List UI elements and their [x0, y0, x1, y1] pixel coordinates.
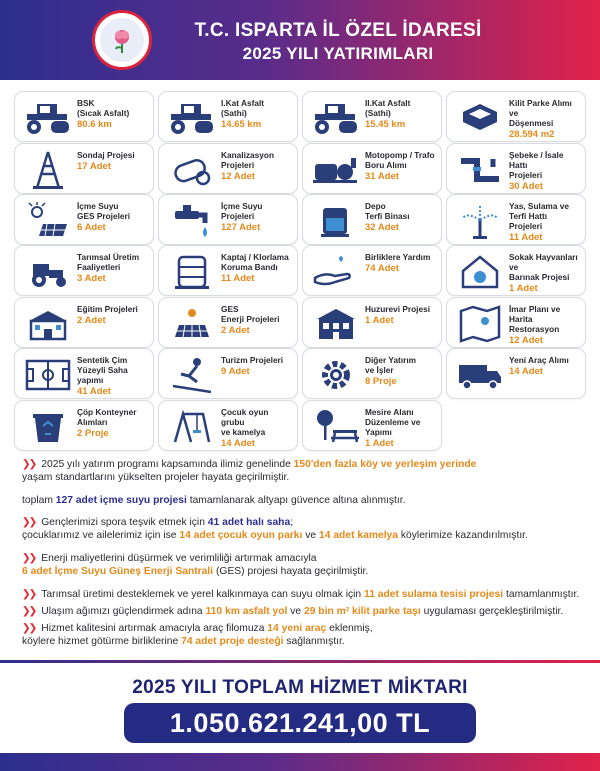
rose-icon [107, 25, 137, 55]
chlorine-tank-icon [165, 251, 219, 292]
football-field-icon [21, 354, 75, 395]
card-label: Yüzeyli Saha yapımı [77, 365, 128, 385]
card-label: Birliklere Yardım [365, 252, 431, 262]
card-label: (Sathi) [221, 108, 247, 118]
card-label: Koruma Bandı [221, 262, 278, 272]
card-label: Yeni Araç Alımı [509, 355, 569, 365]
card-label: Sentetik Çim [77, 355, 128, 365]
card-label: Harita Restorasyon [509, 314, 560, 334]
card-label: Şebeke / İsale Hattı [509, 150, 564, 170]
investment-card [446, 91, 586, 142]
card-label: GES [221, 304, 239, 314]
divider [0, 660, 600, 663]
paragraph-villages: ❯❯ 2025 yılı yatırım programı kapsamında ilimiz genelinde 150'den fazla köy ve yerleşim yerinde yaşam standartlarını yükselten projeler hayata geçirilmiştir. [22, 459, 477, 483]
paragraph-energy: ❯❯ Enerji maliyetlerini düşürmek ve verimliliği artırmak amacıyla 6 adet İçme Suyu Güneş Enerji Santrali (GES) projesi hayata geçirilmiştir. [22, 553, 369, 577]
motor-pump-icon [309, 149, 363, 190]
card-label: Boru Alımı [365, 160, 407, 170]
card-value: 12 Adet [221, 171, 255, 182]
card-label: Düzenleme ve [365, 417, 421, 427]
investment-card [14, 91, 154, 142]
card-label: II.Kat Asfalt [365, 98, 411, 108]
card-label: Tarımsal Üretim [77, 252, 140, 262]
card-value: 8 Proje [365, 376, 397, 387]
card-label: Diğer Yatırım [365, 355, 417, 365]
card-value: 30 Adet [509, 181, 543, 192]
card-value: 1 Adet [365, 315, 394, 326]
school-icon [21, 303, 75, 344]
card-value: 80.6 km [77, 119, 112, 130]
solar-panel-icon [21, 200, 75, 241]
investment-card [14, 194, 154, 245]
card-value: 17 Adet [77, 161, 111, 172]
card-value: 74 Adet [365, 263, 399, 274]
page-title: T.C. ISPARTA İL ÖZEL İDARESİ [194, 20, 482, 41]
investment-card [446, 245, 586, 296]
card-label: Kanalizasyon [221, 150, 275, 160]
truck-icon [453, 354, 507, 395]
card-value: 31 Adet [365, 171, 399, 182]
card-label: ve kamelya [221, 427, 266, 437]
card-label: Projeleri [221, 211, 255, 221]
card-value: 2 Adet [221, 325, 250, 336]
investment-card [158, 143, 298, 194]
card-label: Turizm Projeleri [221, 355, 284, 365]
picnic-area-icon [309, 406, 363, 447]
investment-card [302, 245, 442, 296]
investment-card [446, 194, 586, 245]
card-label: Yapımı [365, 427, 392, 437]
investment-card [14, 297, 154, 348]
tractor-icon [21, 251, 75, 292]
card-value: 41 Adet [77, 386, 111, 397]
card-label: Yas, Sulama ve [509, 201, 569, 211]
water-tap-icon [165, 200, 219, 241]
investment-card [446, 297, 586, 348]
investment-card [302, 297, 442, 348]
investment-card [14, 400, 154, 451]
card-label: Alımları [77, 417, 108, 427]
card-label: Faaliyetleri [77, 262, 121, 272]
card-value: 15.45 km [365, 119, 406, 130]
investment-card [14, 348, 154, 399]
nursing-home-icon [309, 303, 363, 344]
road-roller-icon [165, 97, 219, 138]
investment-card [302, 400, 442, 451]
card-value: 12 Adet [509, 335, 543, 346]
card-value: 3 Adet [77, 273, 106, 284]
card-value: 2 Adet [77, 315, 106, 326]
card-value: 14.65 km [221, 119, 262, 130]
skier-icon [165, 354, 219, 395]
card-label: Kilit Parke Alımı ve [509, 98, 572, 118]
card-label: BSK [77, 98, 95, 108]
paragraph-vehicles: ❯❯ Hizmet kalitesini artırmak amacıyla araç filomuza 14 yeni araç eklenmiş, köylere hizmet götürme birliklerine 74 adet proje desteği sağlanmıştır. [22, 623, 373, 647]
card-label: İçme Suyu [221, 201, 263, 211]
card-label: İçme Suyu [77, 201, 119, 211]
card-label: Huzurevi Projesi [365, 304, 431, 314]
card-label: Projeleri [221, 160, 255, 170]
total-title: 2025 YILI TOPLAM HİZMET MİKTARI [132, 677, 468, 698]
water-tank-icon [309, 200, 363, 241]
investment-card [158, 194, 298, 245]
card-label: GES Projeleri [77, 211, 131, 221]
card-label: (Sıcak Asfalt) [77, 108, 130, 118]
card-label: Çöp Konteyner [77, 407, 137, 417]
helping-hand-icon [309, 251, 363, 292]
investment-card [14, 143, 154, 194]
investment-card [302, 348, 442, 399]
card-value: 11 Adet [509, 232, 543, 243]
header-banner [0, 0, 600, 80]
drilling-rig-icon [21, 149, 75, 190]
card-value: 14 Adet [509, 366, 543, 377]
card-label: Projeleri [509, 170, 543, 180]
investment-card [158, 91, 298, 142]
card-value: 1 Adet [365, 438, 394, 449]
gear-icon [309, 354, 363, 395]
card-value: 6 Adet [77, 222, 106, 233]
recycle-bin-icon [21, 406, 75, 447]
card-value: 1 Adet [509, 283, 538, 294]
card-label: Motopomp / Trafo [365, 150, 435, 160]
road-roller-icon [309, 97, 363, 138]
card-label: Terfi Hattı Projeleri [509, 211, 548, 231]
card-value: 11 Adet [221, 273, 255, 284]
playground-icon [165, 406, 219, 447]
card-label: Döşenmesi [509, 118, 554, 128]
paragraph-sports: ❯❯ Gençlerimizi spora teşvik etmek için 41 adet halı saha; çocuklarımız ve ailelerimiz için ise 14 adet çocuk oyun parkı ve 14 adet kamelya köylerimize kazandırılmıştır. [22, 517, 528, 541]
sewer-pipe-icon [165, 149, 219, 190]
investment-card [446, 143, 586, 194]
card-value: 32 Adet [365, 222, 399, 233]
card-label: Terfi Binası [365, 211, 410, 221]
card-value: 2 Proje [77, 428, 109, 439]
investment-card [158, 400, 298, 451]
card-label: Çocuk oyun grubu [221, 407, 269, 427]
investment-card [158, 348, 298, 399]
investment-card [14, 245, 154, 296]
paving-stone-icon [453, 97, 507, 138]
card-label: Eğitim Projeleri [77, 304, 138, 314]
card-value: 9 Adet [221, 366, 250, 377]
paragraph-drinking-water: toplam 127 adet içme suyu projesi tamamlanarak altyapı güvence altına alınmıştır. [22, 495, 406, 506]
card-label: Kaptaj / Klorlama [221, 252, 289, 262]
sprinkler-icon [453, 200, 507, 241]
page-subtitle: 2025 YILI YATIRIMLARI [242, 44, 434, 63]
footer-banner [0, 753, 600, 771]
card-label: İmar Planı ve [509, 304, 561, 314]
road-roller-icon [21, 97, 75, 138]
card-value: 28.594 m2 [509, 129, 555, 140]
card-label: I.Kat Asfalt [221, 98, 265, 108]
pipeline-icon [453, 149, 507, 190]
card-label: Enerji Projeleri [221, 314, 280, 324]
card-label: Mesire Alanı [365, 407, 414, 417]
total-amount: 1.050.621.241,00 TL [124, 703, 476, 743]
investment-card [302, 194, 442, 245]
card-label: (Sathi) [365, 108, 391, 118]
card-label: Sondaj Projesi [77, 150, 135, 160]
card-label: Sokak Hayvanları ve [509, 252, 578, 272]
map-plan-icon [453, 303, 507, 344]
animal-shelter-icon [453, 251, 507, 292]
card-label: Barınak Projesi [509, 272, 570, 282]
paragraph-transport: ❯❯ Ulaşım ağımızı güçlendirmek adına 110 km asfalt yol ve 29 bin m² kilit parke taşı uygulaması gerçekleştirilmiştir. [22, 606, 564, 617]
investment-card [446, 348, 586, 399]
card-label: Depo [365, 201, 386, 211]
investment-card [302, 91, 442, 142]
paragraph-irrigation: ❯❯ Tarımsal üretimi desteklemek ve yerel kalkınmaya can suyu olmak için 11 adet sulama tesisi projesi tamamlanmıştır. [22, 589, 580, 600]
card-value: 127 Adet [221, 222, 261, 233]
isparta-logo [92, 10, 152, 70]
investment-card [302, 143, 442, 194]
card-value: 14 Adet [221, 438, 255, 449]
solar-energy-icon [165, 303, 219, 344]
investment-card [158, 297, 298, 348]
card-label: ve İşler [365, 365, 394, 375]
investment-card [158, 245, 298, 296]
